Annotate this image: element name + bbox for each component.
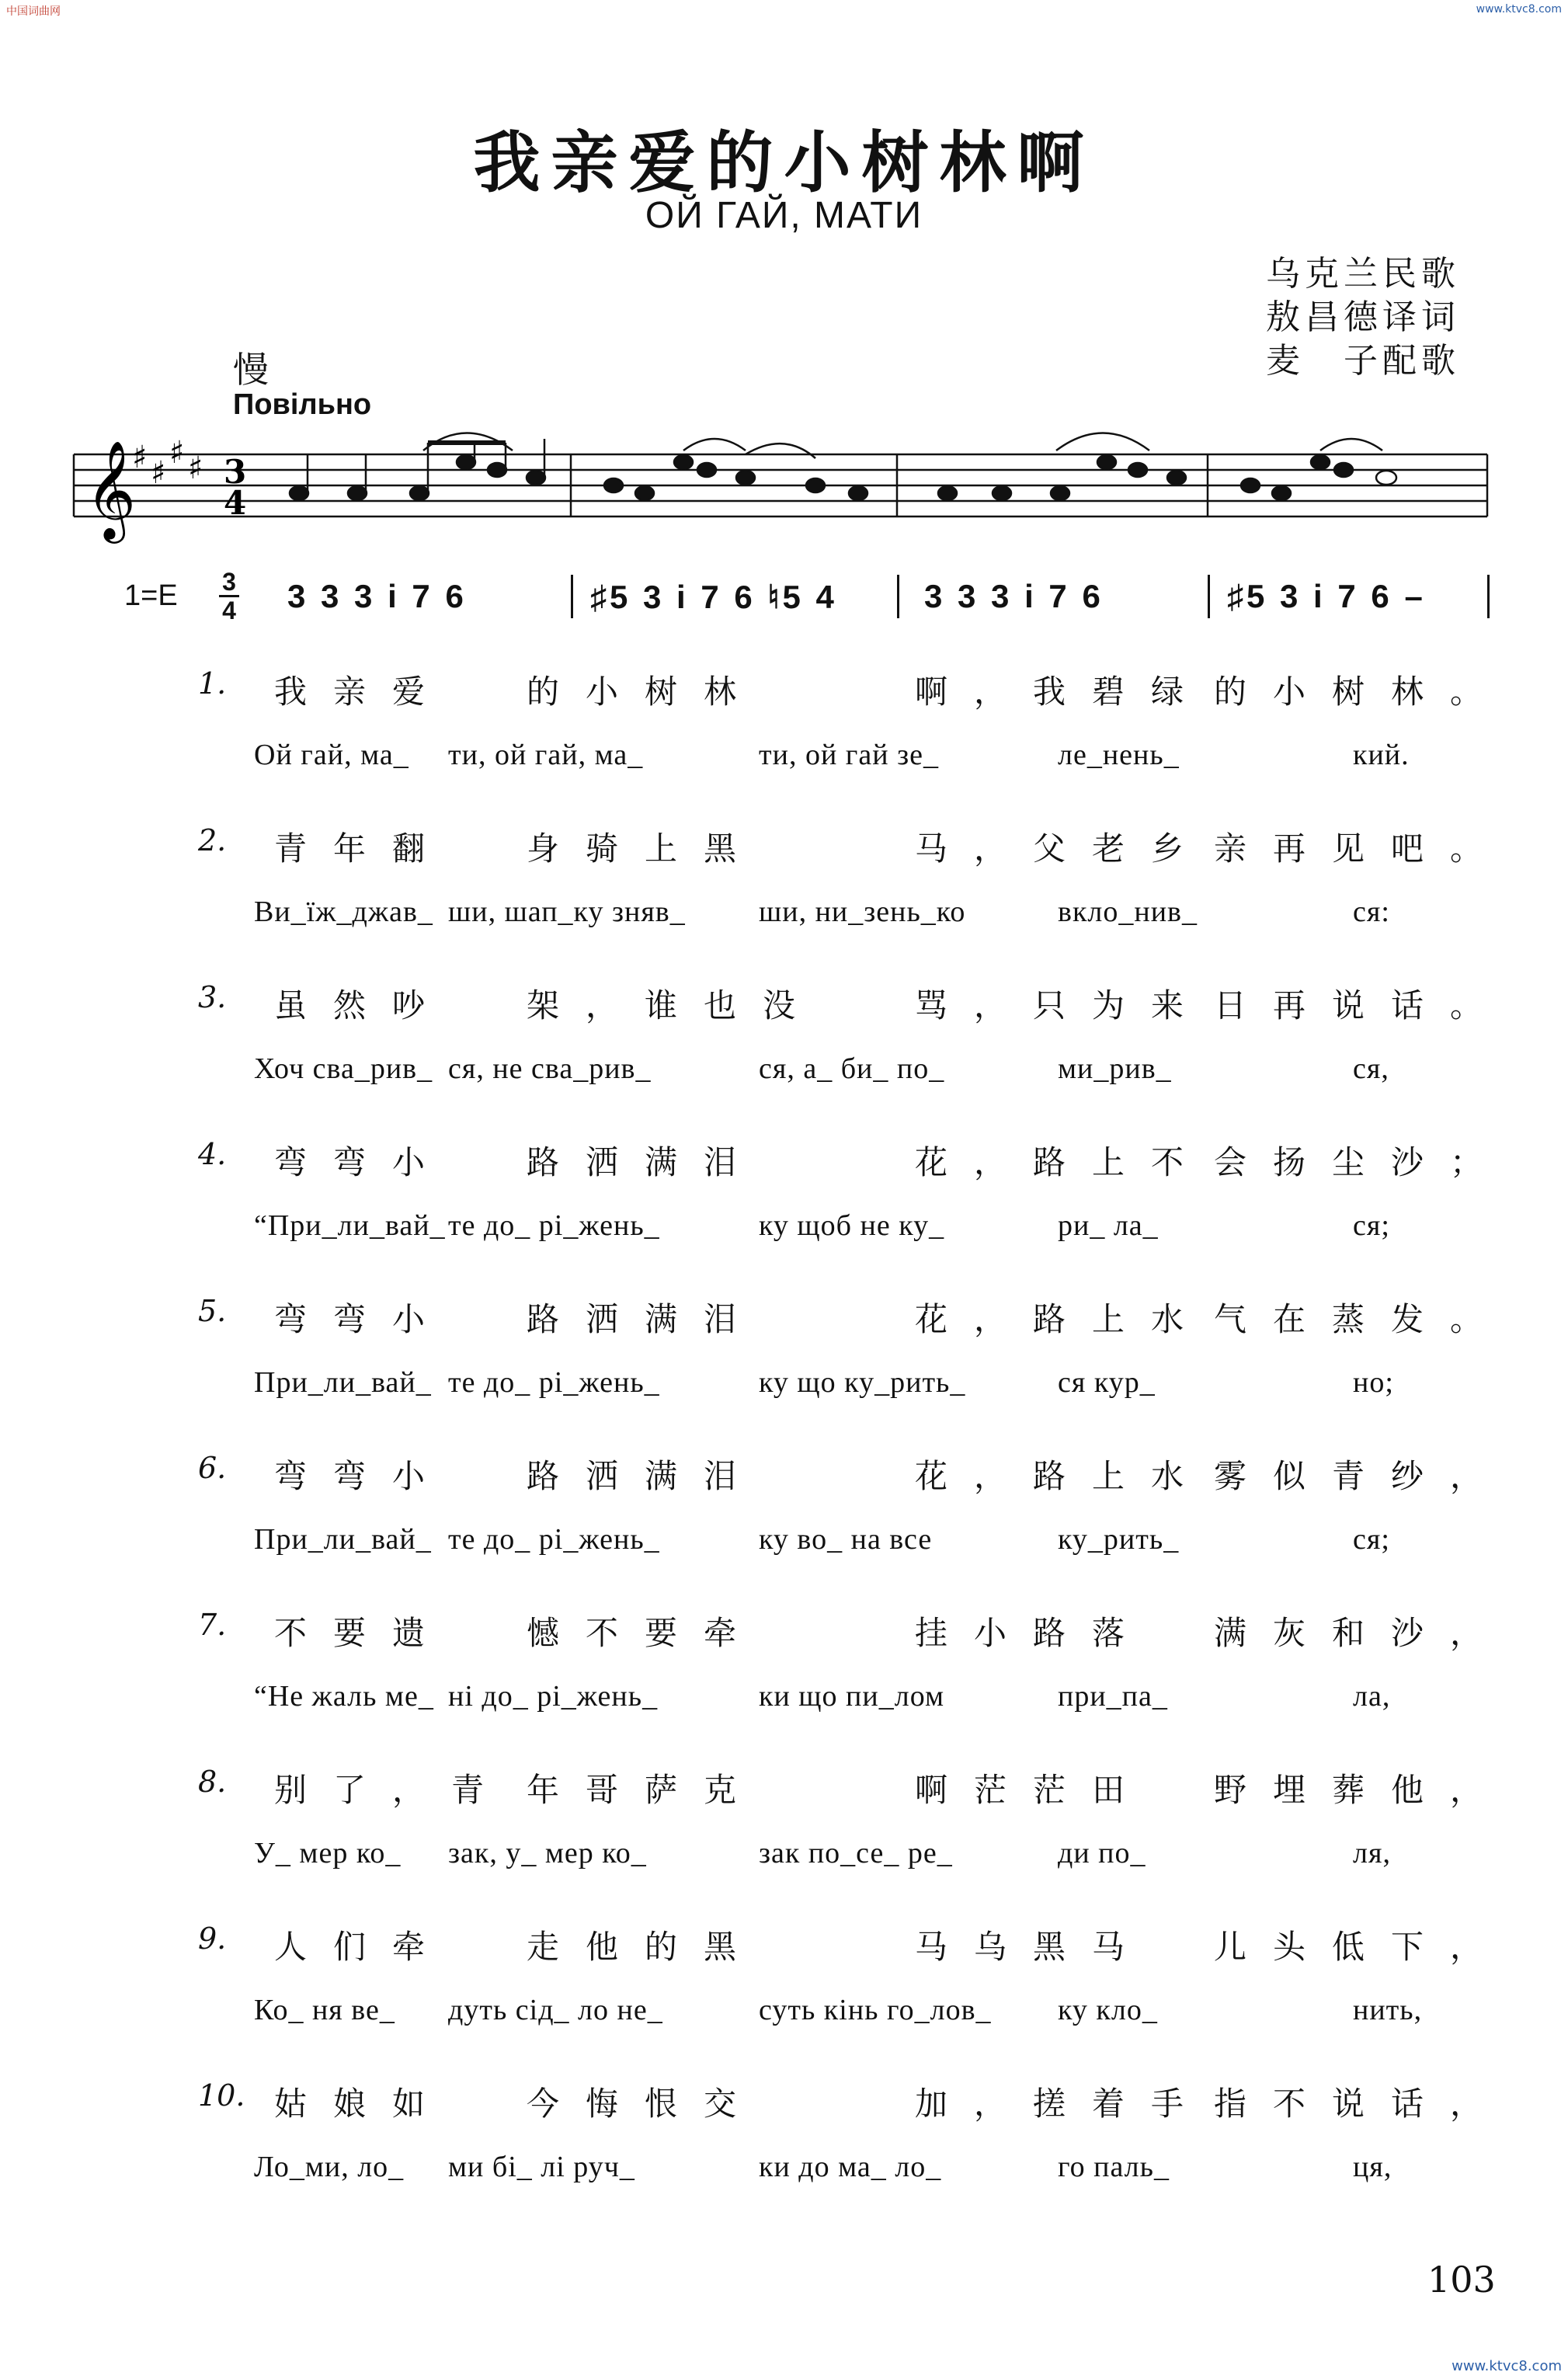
lyric-phrase-cn: 别了，青 — [274, 1771, 511, 1809]
lyric-phrase-cn: 弯弯小 — [274, 1457, 452, 1495]
song-subtitle: ОЙ ГАЙ, МАТИ — [645, 195, 923, 236]
lyric-line-chinese — [274, 1137, 1510, 1184]
bar-line — [1208, 575, 1210, 618]
lyric-phrase-ua: ми бі_ лі руч_ — [448, 2151, 635, 2183]
verse-10 — [198, 2078, 1510, 2235]
jianpu-time-signature: 3 4 — [219, 569, 239, 624]
lyric-line-ukrainian — [254, 1836, 1419, 1883]
lyric-phrase-cn: 路洒满泪 — [527, 1300, 763, 1338]
lyric-phrase-cn: 的小树林 — [527, 673, 763, 711]
lyric-phrase-ua: зак, у_ мер ко_ — [448, 1837, 647, 1869]
lyric-phrase-cn: 挂小路落 — [915, 1614, 1152, 1652]
lyric-phrase-cn: 气在蒸发。 — [1214, 1300, 1510, 1338]
lyric-phrase-ua: ся, — [1353, 1052, 1389, 1085]
lyric-phrase-ua: ся; — [1353, 1523, 1390, 1556]
lyric-phrase-cn: 姑娘如 — [274, 2085, 452, 2123]
lyric-phrase-ua: ся; — [1353, 1209, 1390, 1242]
lyric-line-ukrainian — [254, 1365, 1419, 1412]
credits — [1266, 252, 1460, 383]
lyric-line-ukrainian — [254, 1993, 1423, 2040]
jianpu-bar-3: 3 3 3 i 7 6 — [924, 578, 1104, 614]
lyric-phrase-cn: 虽然吵 — [274, 986, 452, 1024]
bar-line — [571, 575, 573, 618]
verse-7 — [198, 1608, 1510, 1765]
lyric-phrase-cn: 身骑上黑 — [527, 830, 763, 868]
svg-text:4: 4 — [224, 484, 247, 522]
lyric-line-ukrainian — [254, 1052, 1419, 1098]
lyric-phrase-cn: 走他的黑 — [527, 1928, 763, 1966]
time-signature-icon — [224, 453, 246, 522]
lyric-phrase-ua: ди по_ — [1058, 1837, 1146, 1869]
verse-2 — [198, 823, 1510, 980]
lyric-phrase-cn: 野埋葬他， — [1214, 1771, 1510, 1809]
verse-number: 4. — [198, 1137, 227, 1171]
verse-1 — [198, 666, 1510, 823]
lyric-phrase-ua: Хоч сва_рив_ — [254, 1052, 433, 1085]
svg-text:♯: ♯ — [151, 455, 166, 491]
lyric-line-chinese — [274, 1294, 1510, 1341]
lyric-phrase-cn: 今悔恨交 — [527, 2085, 763, 2123]
lyric-phrase-ua: нить, — [1353, 1994, 1423, 2026]
lyric-line-chinese — [274, 2078, 1510, 2125]
tempo-marking-ua: Повільно — [233, 388, 372, 421]
lyric-line-ukrainian — [254, 2150, 1419, 2196]
lyric-phrase-cn: 弯弯小 — [274, 1300, 452, 1338]
lyric-phrase-cn: 弯弯小 — [274, 1143, 452, 1181]
verse-4 — [198, 1137, 1510, 1294]
verse-number: 2. — [198, 823, 227, 857]
lyric-phrase-ua: ти, ой гай зе_ — [759, 739, 939, 771]
lyric-phrase-ua: ла, — [1353, 1680, 1391, 1713]
lyric-phrase-ua: ку що ку_рить_ — [759, 1366, 966, 1399]
svg-text:♯: ♯ — [188, 450, 203, 486]
lyric-phrase-ua: ле_нень_ — [1058, 739, 1180, 771]
lyric-phrase-cn: 满灰和沙， — [1214, 1614, 1510, 1652]
verse-number: 6. — [198, 1451, 227, 1485]
lyric-phrase-cn: 花，路上水 — [915, 1300, 1211, 1338]
key-label: 1=E — [124, 579, 178, 612]
tempo-marking-cn: 慢 — [233, 349, 269, 391]
lyric-line-ukrainian — [254, 1209, 1419, 1255]
lyric-line-ukrainian — [254, 1679, 1419, 1726]
lyric-phrase-cn: 架，谁也没 — [527, 986, 822, 1024]
lyric-phrase-ua: но; — [1353, 1366, 1394, 1399]
lyric-phrase-cn: 骂，只为来 — [915, 986, 1211, 1024]
lyric-phrase-cn: 马，父老乡 — [915, 830, 1211, 868]
key-signature-icon — [132, 435, 203, 491]
lyric-phrase-cn: 人们牵 — [274, 1928, 452, 1966]
lyric-phrase-ua: ку_рить_ — [1058, 1523, 1180, 1556]
lyric-phrase-ua: вкло_нив_ — [1058, 896, 1198, 928]
lyric-phrase-ua: “Не жаль ме_ — [254, 1680, 434, 1713]
jianpu-notation — [0, 567, 1568, 637]
lyric-phrase-cn: 会扬尘沙； — [1214, 1143, 1510, 1181]
treble-clef-icon — [85, 440, 136, 544]
lyric-phrase-ua: ки до ма_ ло_ — [759, 2151, 942, 2183]
verse-6 — [198, 1451, 1510, 1608]
lyric-line-chinese — [274, 1608, 1510, 1654]
verse-3 — [198, 980, 1510, 1137]
lyric-phrase-ua: ши, шап_ку зняв_ — [448, 896, 686, 928]
lyric-phrase-ua: ля, — [1353, 1837, 1391, 1869]
svg-text:♯: ♯ — [169, 435, 185, 471]
lyric-phrase-ua: ки що пи_лом — [759, 1680, 945, 1713]
verse-number: 5. — [198, 1294, 227, 1328]
lyric-phrase-ua: ся, а_ би_ по_ — [759, 1052, 945, 1085]
lyric-phrase-ua: У_ мер ко_ — [254, 1837, 402, 1869]
lyrics-verses — [198, 666, 1510, 2235]
lyric-phrase-cn: 马乌黑马 — [915, 1928, 1152, 1966]
bar-line — [1487, 575, 1490, 618]
verse-9 — [198, 1922, 1510, 2078]
lyric-phrase-ua: ми_рив_ — [1058, 1052, 1172, 1085]
svg-text:3: 3 — [224, 453, 247, 491]
lyric-phrase-ua: ку кло_ — [1058, 1994, 1158, 2026]
verse-number: 3. — [198, 980, 227, 1014]
lyric-phrase-ua: ся: — [1353, 896, 1390, 928]
lyric-phrase-cn: 青年翻 — [274, 830, 452, 868]
lyric-phrase-ua: ри_ ла_ — [1058, 1209, 1159, 1242]
lyric-phrase-ua: Ви_їж_джав_ — [254, 896, 433, 928]
lyric-line-ukrainian — [254, 895, 1419, 941]
lyric-phrase-ua: Ло_ми, ло_ — [254, 2151, 405, 2183]
verse-number: 7. — [198, 1608, 227, 1642]
lyric-phrase-ua: ти, ой гай, ма_ — [448, 739, 644, 771]
lyric-line-chinese — [274, 1765, 1510, 1811]
credit-translator: 敖昌德译词 — [1266, 297, 1460, 337]
lyric-phrase-ua: те до_ рі_жень_ — [448, 1523, 660, 1556]
staff-notation — [0, 419, 1568, 559]
lyric-phrase-ua: ця, — [1353, 2151, 1392, 2183]
lyric-line-ukrainian — [254, 1522, 1419, 1569]
lyric-phrase-cn: 指不说话， — [1214, 2085, 1510, 2123]
svg-text:♯: ♯ — [132, 440, 148, 475]
lyric-phrase-ua: ку во_ на все — [759, 1523, 933, 1556]
verse-8 — [198, 1765, 1510, 1922]
jianpu-bar-4: ♯5 3 i 7 6 – — [1227, 578, 1426, 614]
lyric-phrase-ua: ні до_ рі_жень_ — [448, 1680, 659, 1713]
site-watermark-left: 中国词曲网 — [6, 5, 61, 18]
lyric-phrase-cn: 花，路上不 — [915, 1143, 1211, 1181]
lyric-phrase-cn: 啊茫茫田 — [915, 1771, 1152, 1809]
song-title: 我亲爱的小树林啊 — [473, 123, 1095, 202]
svg-text:𝄞: 𝄞 — [85, 440, 137, 539]
lyric-phrase-cn: 路洒满泪 — [527, 1457, 763, 1495]
lyric-phrase-ua: Ой гай, ма_ — [254, 739, 409, 771]
credit-arranger: 麦 子配歌 — [1266, 341, 1460, 381]
lyric-phrase-cn: 亲再见吧。 — [1214, 830, 1510, 868]
lyric-phrase-ua: кий. — [1353, 739, 1410, 771]
lyric-phrase-cn: 的小树林。 — [1214, 673, 1510, 711]
lyric-phrase-ua: ся кур_ — [1058, 1366, 1156, 1399]
lyric-phrase-cn: 儿头低下， — [1214, 1928, 1510, 1966]
lyric-phrase-ua: ку щоб не ку_ — [759, 1209, 945, 1242]
lyric-phrase-ua: При_ли_вай_ — [254, 1366, 432, 1399]
lyric-phrase-ua: го паль_ — [1058, 2151, 1170, 2183]
lyric-line-chinese — [274, 666, 1510, 713]
lyric-phrase-ua: При_ли_вай_ — [254, 1523, 432, 1556]
lyric-phrase-cn: 雾似青纱， — [1214, 1457, 1510, 1495]
jianpu-bar-2: ♯5 3 i 7 6 ♮5 4 — [590, 579, 837, 615]
lyric-line-ukrainian — [254, 738, 1419, 784]
credit-origin: 乌克兰民歌 — [1266, 254, 1460, 294]
jianpu-bar-1: 3 3 3 i 7 6 — [287, 578, 467, 614]
site-watermark-right: www.ktvc8.com — [1476, 3, 1562, 16]
lyric-phrase-ua: ши, ни_зень_ко — [759, 896, 966, 928]
lyric-phrase-cn: 憾不要牵 — [527, 1614, 763, 1652]
lyric-line-chinese — [274, 1922, 1510, 1968]
lyric-phrase-ua: суть кінь го_лов_ — [759, 1994, 992, 2026]
verse-number: 10. — [198, 2078, 245, 2113]
lyric-line-chinese — [274, 980, 1510, 1027]
lyric-phrase-cn: 花，路上水 — [915, 1457, 1211, 1495]
lyric-phrase-ua: дуть сід_ ло не_ — [448, 1994, 663, 2026]
lyric-phrase-cn: 加，搓着手 — [915, 2085, 1211, 2123]
lyric-phrase-ua: те до_ рі_жень_ — [448, 1209, 660, 1242]
verse-number: 8. — [198, 1765, 227, 1799]
lyric-phrase-ua: “При_ли_вай_ — [254, 1209, 446, 1242]
lyric-phrase-ua: при_па_ — [1058, 1680, 1168, 1713]
verse-5 — [198, 1294, 1510, 1451]
lyric-phrase-cn: 我亲爱 — [274, 673, 452, 711]
lyric-line-chinese — [274, 1451, 1510, 1497]
lyric-phrase-ua: те до_ рі_жень_ — [448, 1366, 660, 1399]
page-number: 103 — [1427, 2259, 1496, 2301]
lyric-line-chinese — [274, 823, 1510, 870]
verse-number: 9. — [198, 1922, 227, 1956]
lyric-phrase-ua: Ко_ ня ве_ — [254, 1994, 395, 2026]
lyric-phrase-cn: 年哥萨克 — [527, 1771, 763, 1809]
lyric-phrase-ua: зак по_се_ ре_ — [759, 1837, 953, 1869]
lyric-phrase-cn: 日再说话。 — [1214, 986, 1510, 1024]
lyric-phrase-cn: 啊，我碧绿 — [915, 673, 1211, 711]
bar-line — [897, 575, 899, 618]
lyric-phrase-ua: ся, не сва_рив_ — [448, 1052, 652, 1085]
verse-number: 1. — [198, 666, 227, 701]
lyric-phrase-cn: 不要遗 — [274, 1614, 452, 1652]
lyric-phrase-cn: 路洒满泪 — [527, 1143, 763, 1181]
site-watermark-bottom: www.ktvc8.com — [1452, 2358, 1562, 2374]
